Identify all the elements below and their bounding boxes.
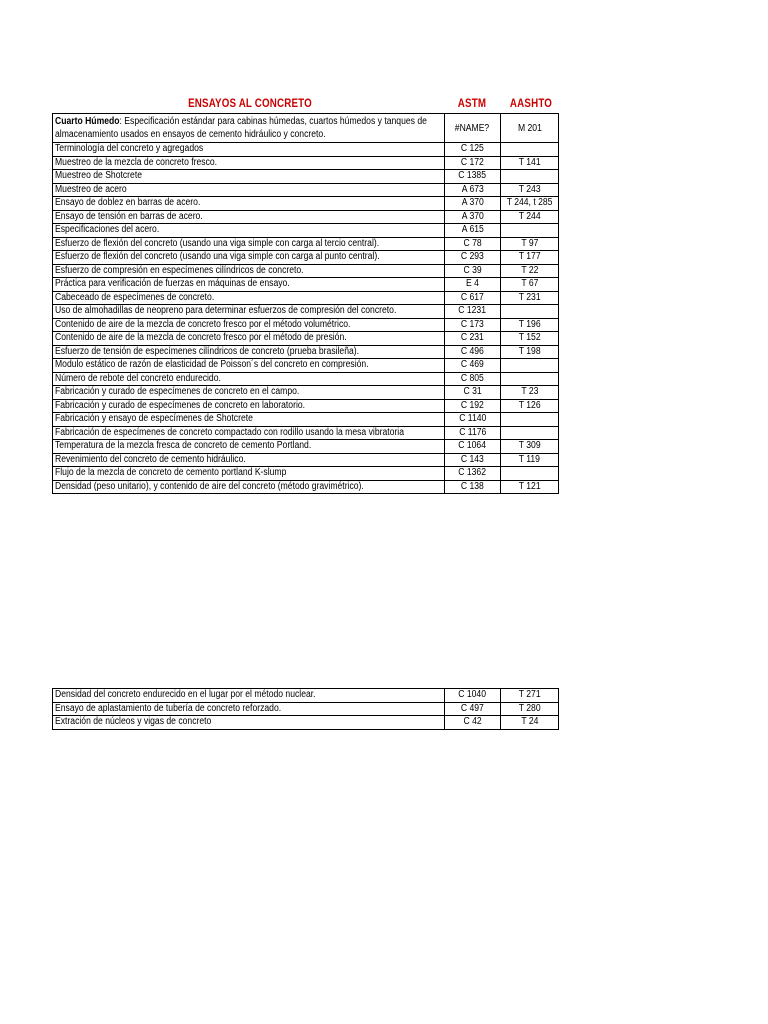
- extra-tests-table-body: [53, 689, 559, 730]
- aashto-cell[interactable]: T 271: [501, 689, 559, 703]
- aashto-cell[interactable]: [501, 359, 559, 373]
- description-cell[interactable]: [53, 114, 445, 143]
- table-row: [53, 251, 559, 265]
- description-cell[interactable]: Fabricación y curado de especímenes de concreto en laboratorio.: [53, 399, 445, 413]
- aashto-cell[interactable]: T 67: [501, 278, 559, 292]
- aashto-cell[interactable]: T 97: [501, 237, 559, 251]
- aashto-cell[interactable]: T 280: [501, 702, 559, 716]
- table-row: [53, 305, 559, 319]
- aashto-cell[interactable]: T 196: [501, 318, 559, 332]
- aashto-cell[interactable]: T 198: [501, 345, 559, 359]
- description-cell[interactable]: Ensayo de aplastamiento de tubería de concreto reforzado.: [53, 702, 445, 716]
- table-row: [53, 453, 559, 467]
- aashto-cell[interactable]: [501, 413, 559, 427]
- description-cell[interactable]: Temperatura de la mezcla fresca de concreto de cemento Portland.: [53, 440, 445, 454]
- description-cell[interactable]: Especificaciones del acero.: [53, 224, 445, 238]
- astm-cell[interactable]: C 172: [445, 156, 501, 170]
- description-cell[interactable]: Fabricación y ensayo de especímenes de Shotcrete: [53, 413, 445, 427]
- table-row: [53, 278, 559, 292]
- table-row: [53, 345, 559, 359]
- description-cell[interactable]: Contenido de aire de la mezcla de concreto fresco por el método volumétrico.: [53, 318, 445, 332]
- description-cell[interactable]: Esfuerzo de flexión del concreto (usando una viga simple con carga al tercio central).: [53, 237, 445, 251]
- astm-cell[interactable]: C 1176: [445, 426, 501, 440]
- aashto-cell[interactable]: [501, 426, 559, 440]
- astm-cell[interactable]: C 125: [445, 143, 501, 157]
- table-row: [53, 264, 559, 278]
- astm-cell[interactable]: C 31: [445, 386, 501, 400]
- description-cell[interactable]: Ensayo de tensión en barras de acero.: [53, 210, 445, 224]
- table-row: [53, 224, 559, 238]
- aashto-cell[interactable]: T 23: [501, 386, 559, 400]
- description-cell[interactable]: Uso de almohadillas de neopreno para determinar esfuerzos de compresión del concreto.: [53, 305, 445, 319]
- description-cell[interactable]: Contenido de aire de la mezcla de concreto fresco por el método de presión.: [53, 332, 445, 346]
- aashto-cell[interactable]: T 121: [501, 480, 559, 494]
- astm-cell[interactable]: C 1040: [445, 689, 501, 703]
- description-cell[interactable]: Muestreo de acero: [53, 183, 445, 197]
- tests-table: [52, 113, 559, 494]
- astm-cell[interactable]: C 1064: [445, 440, 501, 454]
- astm-cell[interactable]: C 78: [445, 237, 501, 251]
- astm-cell[interactable]: C 1140: [445, 413, 501, 427]
- astm-cell[interactable]: A 673: [445, 183, 501, 197]
- bold-term: Cuarto Húmedo: [55, 116, 120, 127]
- description-cell[interactable]: Densidad del concreto endurecido en el lugar por el método nuclear.: [53, 689, 445, 703]
- table-row: [53, 197, 559, 211]
- aashto-cell[interactable]: T 244: [501, 210, 559, 224]
- description-cell[interactable]: Ensayo de doblez en barras de acero.: [53, 197, 445, 211]
- description-cell[interactable]: Práctica para verificación de fuerzas en máquinas de ensayo.: [53, 278, 445, 292]
- description-cell[interactable]: Esfuerzo de compresión en especímenes cilíndricos de concreto.: [53, 264, 445, 278]
- sheet-title: ENSAYOS AL CONCRETO: [188, 98, 312, 110]
- aashto-cell[interactable]: [501, 372, 559, 386]
- astm-cell[interactable]: C 192: [445, 399, 501, 413]
- table-row: [53, 413, 559, 427]
- aashto-cell[interactable]: T 244, t 285: [501, 197, 559, 211]
- description-cell[interactable]: Fabricación de especímenes de concreto compactado con rodillo usando la mesa vibratoria: [53, 426, 445, 440]
- table-row: [53, 702, 559, 716]
- table-row: [53, 143, 559, 157]
- aashto-cell[interactable]: [501, 143, 559, 157]
- aashto-cell[interactable]: T 126: [501, 399, 559, 413]
- table-row: [53, 689, 559, 703]
- astm-cell[interactable]: C 1231: [445, 305, 501, 319]
- aashto-cell[interactable]: M 201: [501, 114, 559, 143]
- astm-cell[interactable]: C 138: [445, 480, 501, 494]
- table-row: [53, 386, 559, 400]
- astm-cell[interactable]: C 617: [445, 291, 501, 305]
- table-row: [53, 480, 559, 494]
- aashto-cell[interactable]: T 231: [501, 291, 559, 305]
- astm-cell[interactable]: A 615: [445, 224, 501, 238]
- aashto-cell[interactable]: T 22: [501, 264, 559, 278]
- description-cell[interactable]: Flujo de la mezcla de concreto de cemento portland K-slump: [53, 467, 445, 481]
- astm-header: ASTM: [457, 98, 487, 110]
- astm-cell[interactable]: C 173: [445, 318, 501, 332]
- astm-cell[interactable]: C 496: [445, 345, 501, 359]
- description-cell[interactable]: Fabricación y curado de especímenes de concreto en el campo.: [53, 386, 445, 400]
- table-row: [53, 156, 559, 170]
- table-row: [53, 399, 559, 413]
- table-row: [53, 467, 559, 481]
- description-cell[interactable]: Terminología del concreto y agregados: [53, 143, 445, 157]
- table-row: [53, 170, 559, 184]
- table-row: [53, 183, 559, 197]
- description-cell[interactable]: Cabeceado de especímenes de concreto.: [53, 291, 445, 305]
- description-cell[interactable]: Número de rebote del concreto endurecido.: [53, 372, 445, 386]
- aashto-cell[interactable]: [501, 467, 559, 481]
- table-row: [53, 318, 559, 332]
- table-row: [53, 426, 559, 440]
- table-row: [53, 210, 559, 224]
- table-row: [53, 114, 559, 143]
- astm-cell[interactable]: C 805: [445, 372, 501, 386]
- astm-cell[interactable]: C 469: [445, 359, 501, 373]
- aashto-cell[interactable]: [501, 305, 559, 319]
- astm-cell[interactable]: A 370: [445, 197, 501, 211]
- aashto-cell[interactable]: T 119: [501, 453, 559, 467]
- description-cell[interactable]: Muestreo de la mezcla de concreto fresco.: [53, 156, 445, 170]
- description-cell[interactable]: Revenimiento del concreto de cemento hidráulico.: [53, 453, 445, 467]
- description-cell[interactable]: Esfuerzo de flexión del concreto (usando una viga simple con carga al punto central).: [53, 251, 445, 265]
- table-row: [53, 332, 559, 346]
- description-cell[interactable]: Modulo estático de razón de elasticidad de Poisson´s del concreto en compresión.: [53, 359, 445, 373]
- tests-table-body: [53, 114, 559, 494]
- description-cell[interactable]: Densidad (peso unitario), y contenido de aire del concreto (método gravimétrico).: [53, 480, 445, 494]
- aashto-cell[interactable]: T 24: [501, 716, 559, 730]
- aashto-cell[interactable]: [501, 170, 559, 184]
- column-headers: [52, 98, 558, 114]
- astm-cell[interactable]: C 231: [445, 332, 501, 346]
- aashto-cell[interactable]: T 309: [501, 440, 559, 454]
- table-row: [53, 372, 559, 386]
- aashto-cell[interactable]: T 243: [501, 183, 559, 197]
- astm-cell[interactable]: A 370: [445, 210, 501, 224]
- table-row: [53, 291, 559, 305]
- table-row: [53, 440, 559, 454]
- astm-cell[interactable]: #NAME?: [445, 114, 501, 143]
- description-cell[interactable]: Esfuerzo de tensión de especímenes cilíndricos de concreto (prueba brasileña).: [53, 345, 445, 359]
- description-text: : Especificación estándar para cabinas húmedas, cuartos húmedos y tanques de almacenamiento usados en ensayos de cemento hidráulico y concreto.: [55, 116, 427, 140]
- table-row: [53, 716, 559, 730]
- table-row: [53, 237, 559, 251]
- extra-tests-table: [52, 688, 559, 730]
- aashto-cell[interactable]: [501, 224, 559, 238]
- astm-cell[interactable]: C 42: [445, 716, 501, 730]
- aashto-cell[interactable]: T 177: [501, 251, 559, 265]
- aashto-header: AASHTO: [509, 98, 553, 110]
- astm-cell[interactable]: C 1385: [445, 170, 501, 184]
- table-row: [53, 359, 559, 373]
- astm-cell[interactable]: C 39: [445, 264, 501, 278]
- astm-cell[interactable]: C 1362: [445, 467, 501, 481]
- description-cell[interactable]: Extración de núcleos y vigas de concreto: [53, 716, 445, 730]
- astm-cell[interactable]: C 293: [445, 251, 501, 265]
- description-cell[interactable]: Muestreo de Shotcrete: [53, 170, 445, 184]
- astm-cell[interactable]: E 4: [445, 278, 501, 292]
- aashto-cell[interactable]: T 141: [501, 156, 559, 170]
- aashto-cell[interactable]: T 152: [501, 332, 559, 346]
- astm-cell[interactable]: C 143: [445, 453, 501, 467]
- astm-cell[interactable]: C 497: [445, 702, 501, 716]
